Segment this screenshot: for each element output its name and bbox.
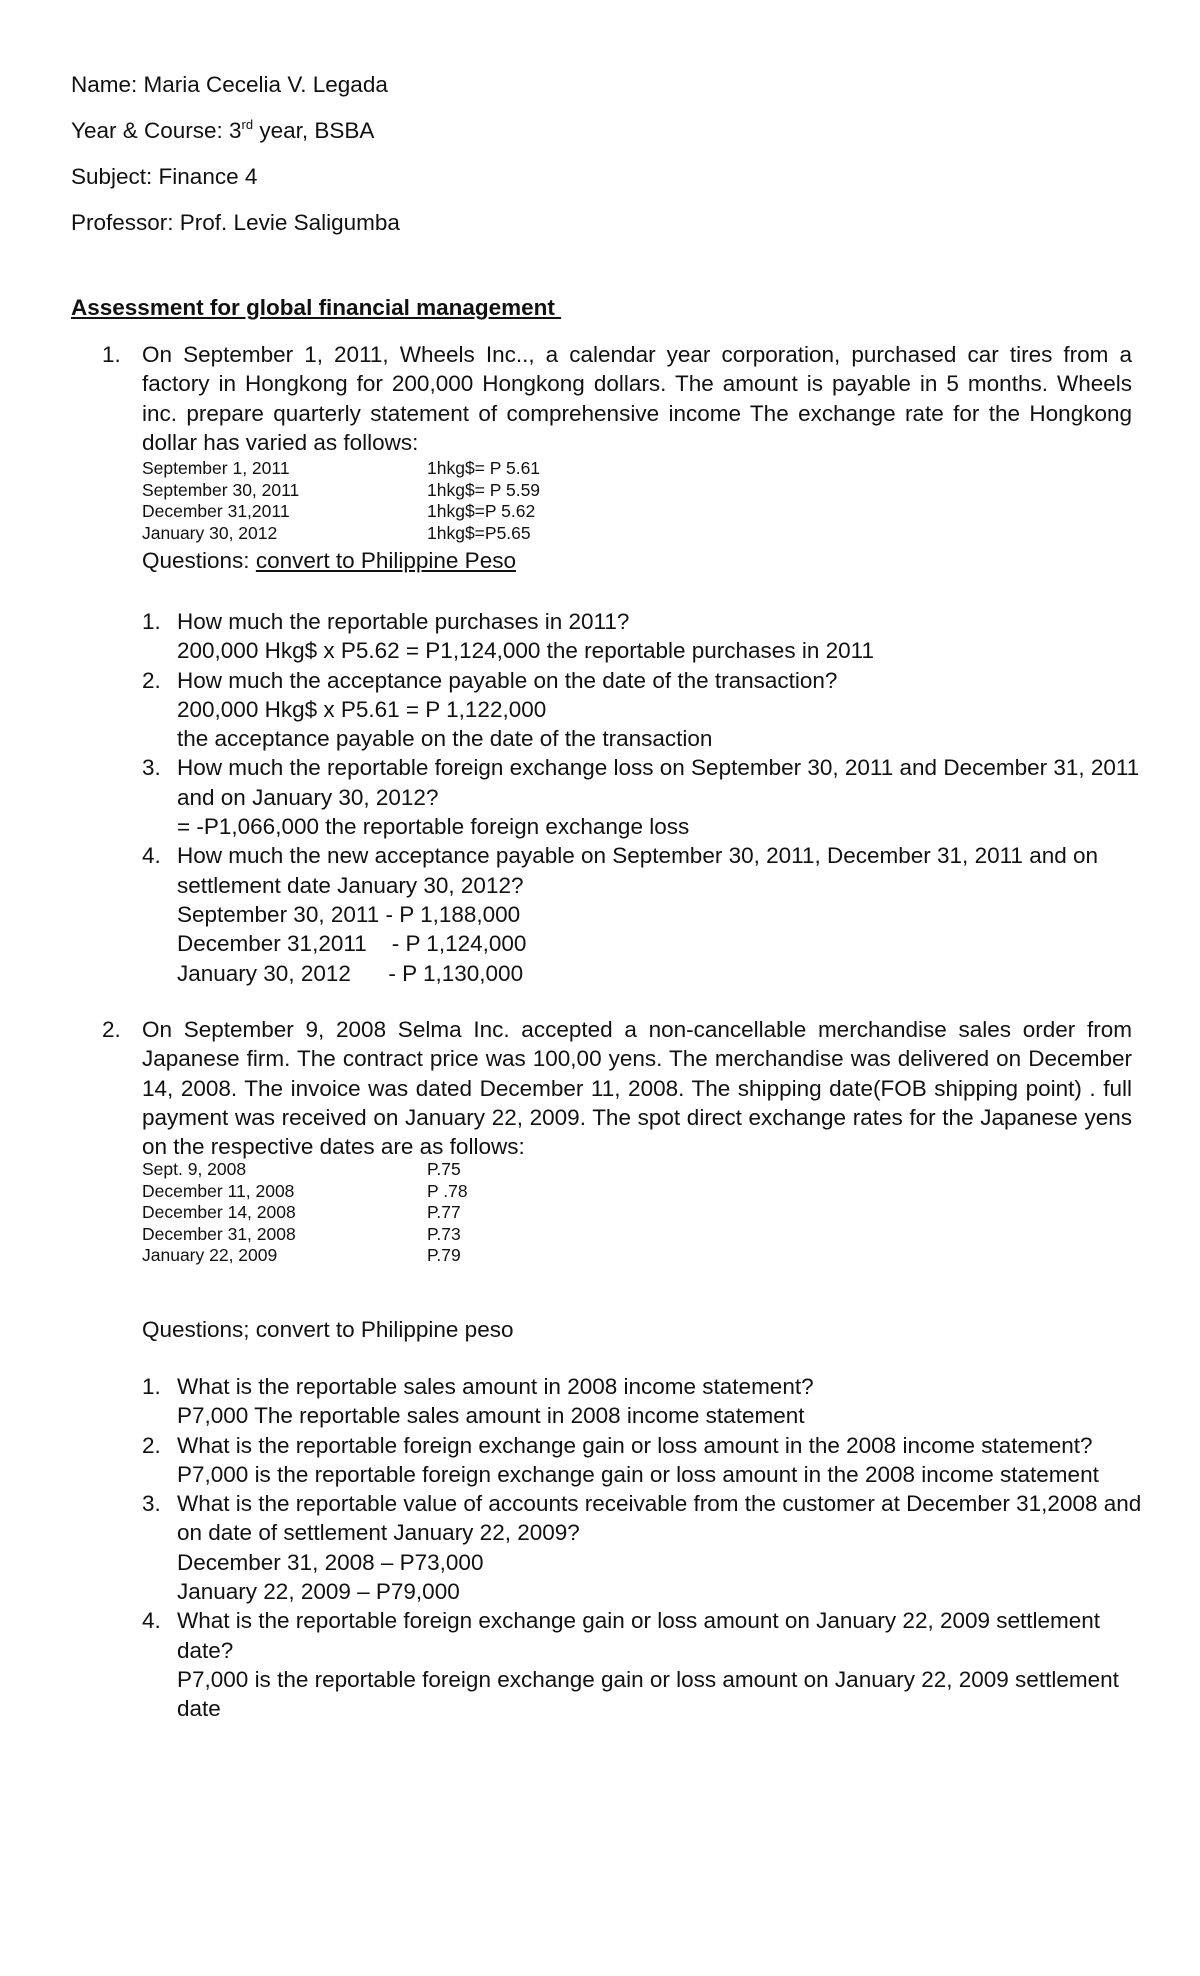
list-item: 1. How much the reportable purchases in 2011? 200,000 Hkg$ x P5.62 = P1,124,000 the reportable purchases in 2011 xyxy=(142,609,874,664)
list-item: 2. How much the acceptance payable on the date of the transaction? 200,000 Hkg$ x P5.61 = P 1,122,000 the acceptance payable on the date of the transaction xyxy=(142,667,838,752)
rate-row: December 14, 2008 P.77 xyxy=(142,1202,461,1222)
assessment-title: Assessment for global financial management xyxy=(71,295,562,320)
list-item: 1. What is the reportable sales amount in 2008 income statement? P7,000 The reportable sales amount in 2008 income statement xyxy=(142,1374,814,1429)
list-item: 3. What is the reportable value of accounts receivable from the customer at December 31,2008 and on date of settlement January 22, 2009? December 31, 2008 – P73,000 January 22, 2009 – P79,000 xyxy=(142,1491,1142,1605)
rate-row: September 1, 2011 1hkg$= P 5.61 xyxy=(142,458,541,478)
list-item: 4. What is the reportable foreign exchange gain or loss amount on January 22, 2009 settlement date? P7,000 is the reportable foreign exchange gain or loss amount on January 22, 2009 settlement date xyxy=(142,1608,1119,1722)
rate-row: January 22, 2009 P.79 xyxy=(142,1245,461,1265)
list-item: 3. How much the reportable foreign exchange loss on September 30, 2011 and December 31, 2011 and on January 30, 2012? = -P1,066,000 the reportable foreign exchange loss xyxy=(142,755,1140,840)
convert-link: convert to Philippine Peso xyxy=(255,548,516,573)
list-item: 4. How much the new acceptance payable on September 30, 2011, December 31, 2011 and on settlement date January 30, 2012? September 30, 2011 - P 1,188,000 December 31,2011 - P 1,124,000 January 30, 2012 - P 1,130,000 xyxy=(142,843,1099,986)
q1-number: 1. xyxy=(102,342,121,367)
q2-rate-table xyxy=(142,1159,468,1267)
rate-row: December 31, 2008 P.73 xyxy=(142,1223,461,1244)
q2-text: On September 9, 2008 Selma Inc. accepted a non-cancellable merchandise sales order from Japanese firm. The contract price was 100,00 yens. The merchandise was delivered on December 14, 2008. The invoice was dated December 11, 2008. The shipping date(FOB shipping point) . full payment was received on January 22, 2009. The spot direct exchange rates for the Japanese yens on the respective dates are as follows: xyxy=(142,1017,1132,1160)
rate-row: Sept. 9, 2008 P.75 xyxy=(142,1159,461,1179)
rate-row: December 11, 2008 P .78 xyxy=(142,1180,468,1201)
list-item: 2. What is the reportable foreign exchange gain or loss amount in the 2008 income statement? P7,000 is the reportable foreign exchange gain or loss amount in the 2008 income statement xyxy=(142,1432,1099,1487)
q1-text: On September 1, 2011, Wheels Inc.., a calendar year corporation, purchased car tires from a factory in Hongkong for 200,000 Hongkong dollars. The amount is payable in 5 months. Wheels inc. prepare quarterly statement of comprehensive income The exchange rate for the Hongkong dollar has varied as follows: xyxy=(142,342,1132,455)
q2-questions-label: Questions; convert to Philippine peso xyxy=(142,1317,514,1342)
rate-row: September 30, 2011 1hkg$= P 5.59 xyxy=(142,479,541,500)
subject: Subject: Finance 4 xyxy=(71,164,258,189)
q1-rate-table xyxy=(142,458,540,544)
rate-row: January 30, 2012 1hkg$=P5.65 xyxy=(142,522,531,543)
q2-number: 2. xyxy=(102,1017,121,1042)
rate-row: December 31,2011 1hkg$=P 5.62 xyxy=(142,501,536,521)
student-name: Name: Maria Cecelia V. Legada xyxy=(71,72,388,97)
year-course: Year & Course: 3rd year, BSBA xyxy=(71,117,375,143)
q1-subquestions xyxy=(142,607,1142,988)
q1-questions-label: Questions: convert to Philippine Peso xyxy=(142,548,516,573)
professor: Professor: Prof. Levie Saligumba xyxy=(71,210,400,235)
q2-subquestions xyxy=(142,1372,1142,1724)
